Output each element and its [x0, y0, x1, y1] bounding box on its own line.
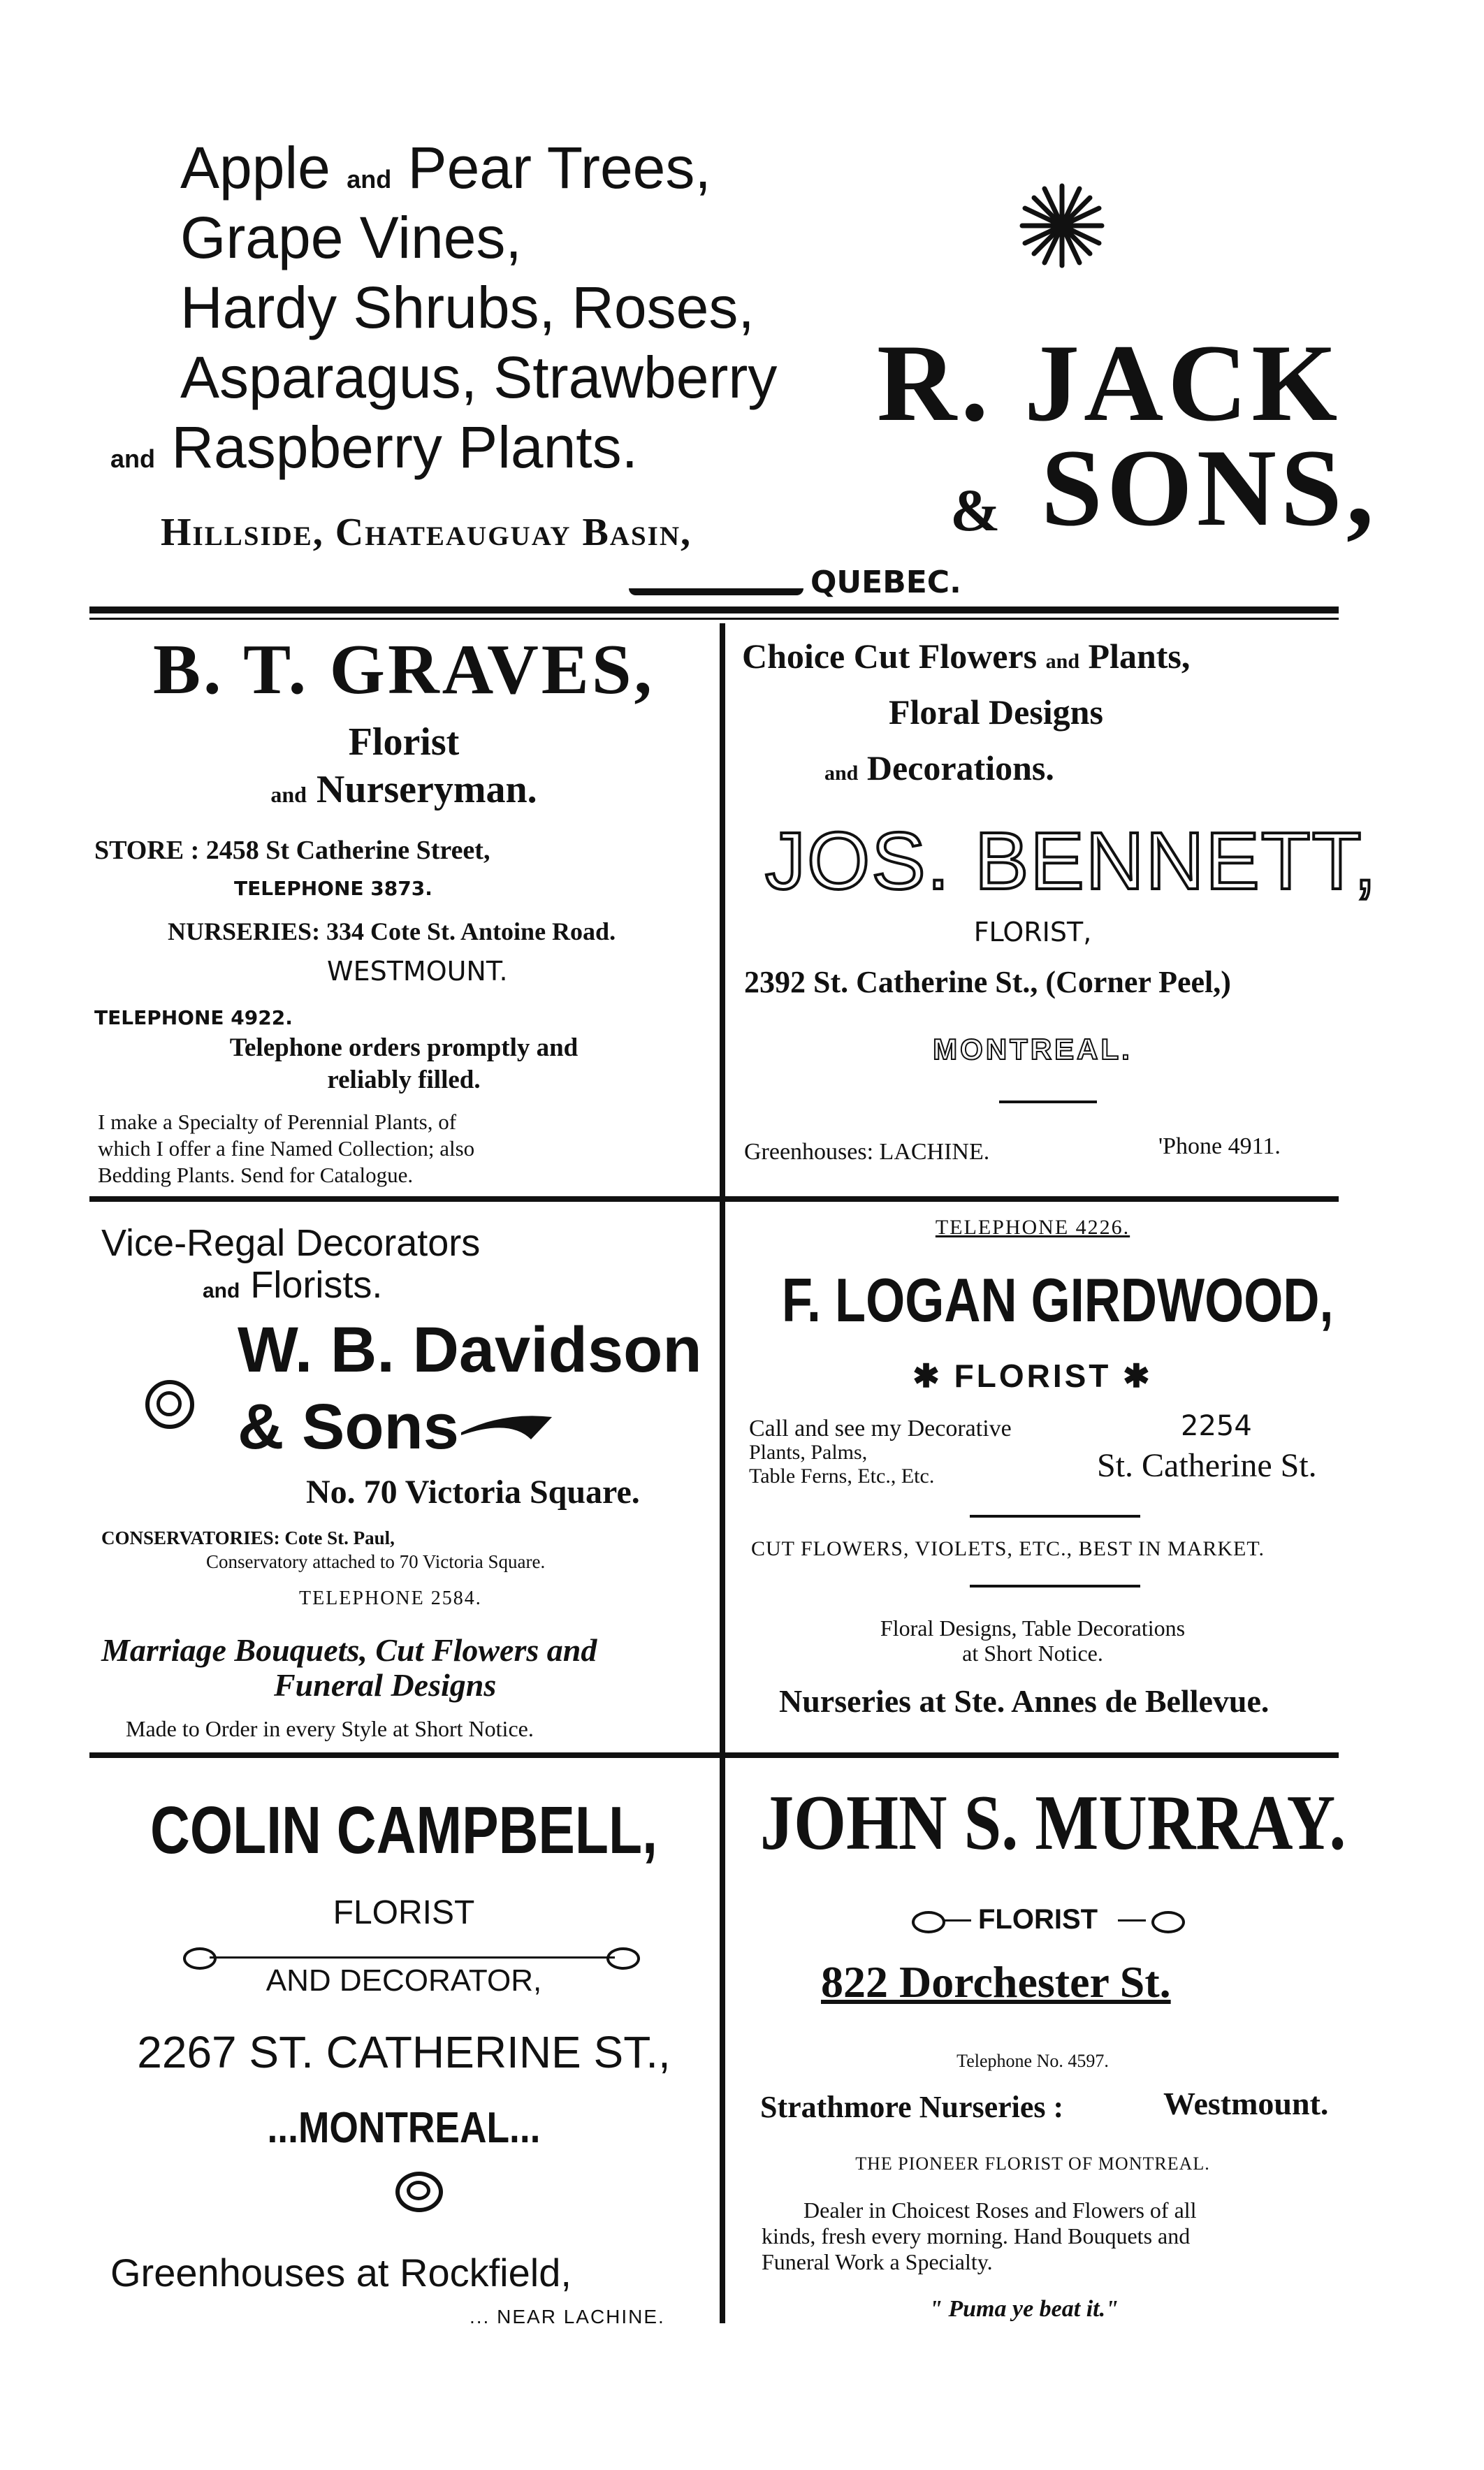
- jack-ampersand: &: [950, 477, 1001, 544]
- jack-name-1: R. JACK: [877, 322, 1342, 444]
- jack-line-3: Hardy Shrubs, Roses,: [180, 275, 755, 340]
- bennett-address: 2392 St. Catherine St., (Corner Peel,): [744, 965, 1231, 999]
- scroll-ornament-left-icon: [912, 1911, 945, 1933]
- jack-province: QUEBEC.: [810, 565, 961, 600]
- graves-spec-1: I make a Specialty of Perennial Plants, of: [98, 1110, 457, 1134]
- jack-flourish-line: [629, 588, 803, 595]
- davidson-line-1: Vice-Regal Decorators: [101, 1222, 481, 1264]
- bennett-city: MONTREAL.: [933, 1033, 1133, 1066]
- arrow-flourish-icon: [461, 1404, 559, 1446]
- jack-line-2: Grape Vines,: [180, 205, 522, 270]
- girdwood-cut: CUT FLOWERS, VIOLETS, ETC., BEST IN MARKET.: [751, 1537, 1265, 1560]
- murray-telephone: Telephone No. 4597.: [956, 2051, 1109, 2071]
- davidson-made: Made to Order in every Style at Short Notice.: [126, 1716, 534, 1741]
- graves-title-1: Florist: [348, 720, 460, 764]
- bennett-line-2: Floral Designs: [889, 692, 1103, 732]
- girdwood-divider-1: [970, 1515, 1140, 1518]
- campbell-address: 2267 ST. CATHERINE ST.,: [137, 2027, 671, 2077]
- murray-dash-left: [943, 1919, 971, 1921]
- spiral-ornament-inner-icon: [157, 1391, 182, 1416]
- middle-rule-1: [89, 1196, 1339, 1202]
- bennett-line1-b: Plants,: [1088, 637, 1191, 676]
- bennett-title: FLORIST,: [973, 917, 1092, 947]
- graves-spec-2: which I offer a fine Named Collection; also: [98, 1136, 475, 1161]
- jack-line1-and: and: [347, 165, 392, 194]
- campbell-near: ... NEAR LACHINE.: [470, 2306, 665, 2327]
- graves-spec-3: Bedding Plants. Send for Catalogue.: [98, 1163, 414, 1187]
- davidson-name-2: & Sons: [238, 1391, 459, 1462]
- girdwood-floral-1: Floral Designs, Table Decorations: [880, 1615, 1186, 1641]
- girdwood-name: F. LOGAN GIRDWOOD,: [781, 1265, 1334, 1335]
- murray-dealer-3: Funeral Work a Specialty.: [762, 2249, 993, 2274]
- campbell-greenhouses: Greenhouses at Rockfield,: [110, 2251, 572, 2295]
- bennett-line1-and: and: [1045, 650, 1080, 673]
- davidson-line2-and: and: [203, 1279, 240, 1302]
- bennett-line-3: [824, 748, 1054, 788]
- davidson-name-1: W. B. Davidson: [238, 1314, 702, 1386]
- jack-name-2: SONS,: [1041, 427, 1378, 549]
- bennett-greenhouses: Greenhouses: LACHINE.: [744, 1139, 990, 1165]
- graves-store-tel: TELEPHONE 3873.: [234, 877, 432, 900]
- jack-line-4: Asparagus, Strawberry: [180, 344, 778, 410]
- campbell-decorator: AND DECORATOR,: [265, 1963, 542, 1998]
- jack-line-1: [180, 134, 711, 202]
- campbell-city: ...MONTREAL...: [267, 2104, 541, 2152]
- davidson-marriage-1: Marriage Bouquets, Cut Flowers and: [101, 1632, 597, 1668]
- murray-title: FLORIST: [978, 1904, 1098, 1935]
- murray-nurseries-place: Westmount.: [1163, 2086, 1329, 2121]
- bennett-name: JOS. BENNETT,: [765, 815, 1378, 906]
- graves-orders-2: reliably filled.: [327, 1066, 481, 1094]
- murray-nurseries-label: Strathmore Nurseries :: [760, 2090, 1064, 2124]
- murray-dash-right: [1118, 1919, 1146, 1921]
- murray-dealer-1: Dealer in Choicest Roses and Flowers of all: [803, 2197, 1197, 2223]
- bennett-line-1: [742, 636, 1190, 676]
- girdwood-divider-2: [970, 1585, 1140, 1588]
- graves-store: STORE : 2458 St Catherine Street,: [94, 836, 490, 865]
- graves-westmount: WESTMOUNT.: [327, 956, 508, 987]
- jack-address: Hillside, Chateauguay Basin,: [161, 511, 692, 554]
- top-rule: [89, 606, 1339, 613]
- davidson-cons-1: CONSERVATORIES: Cote St. Paul,: [101, 1527, 395, 1548]
- center-rule: [720, 623, 725, 2323]
- girdwood-telephone: TELEPHONE 4226.: [935, 1216, 1130, 1239]
- davidson-telephone: TELEPHONE 2584.: [299, 1588, 482, 1609]
- girdwood-street: St. Catherine St.: [1097, 1447, 1317, 1484]
- bennett-line1-a: Choice Cut Flowers: [742, 637, 1038, 676]
- graves-title2: Nurseryman.: [316, 768, 537, 811]
- girdwood-nurseries: Nurseries at Ste. Annes de Bellevue.: [779, 1683, 1270, 1719]
- girdwood-call-1: Call and see my Decorative: [749, 1416, 1012, 1441]
- graves-telephone: TELEPHONE 4922.: [94, 1006, 293, 1029]
- davidson-cons-2: Conservatory attached to 70 Victoria Square.: [206, 1551, 546, 1572]
- girdwood-call-3: Table Ferns, Etc., Etc.: [749, 1465, 935, 1488]
- graves-title-2: [89, 767, 718, 812]
- scroll-ornament-right-icon: [1151, 1911, 1185, 1933]
- top-rule-thin: [89, 618, 1339, 620]
- graves-nurseries: NURSERIES: 334 Cote St. Antoine Road.: [168, 917, 616, 945]
- campbell-name: COLIN CAMPBELL,: [150, 1793, 657, 1868]
- murray-pioneer: THE PIONEER FLORIST OF MONTREAL.: [855, 2153, 1210, 2174]
- murray-motto: " Puma ye beat it.": [929, 2296, 1119, 2322]
- davidson-marriage-2: Funeral Designs: [274, 1667, 497, 1703]
- girdwood-floral-2: at Short Notice.: [962, 1641, 1103, 1666]
- bennett-divider: [999, 1100, 1097, 1103]
- campbell-rule: [210, 1956, 615, 1959]
- murray-name: JOHN S. MURRAY.: [760, 1780, 1346, 1866]
- bennett-line3: Decorations.: [866, 748, 1054, 787]
- jack-line5-and: and: [110, 444, 156, 473]
- bennett-line3-and: and: [824, 762, 859, 785]
- murray-address: 822 Dorchester St.: [821, 1957, 1171, 2007]
- graves-name: B. T. GRAVES,: [152, 630, 655, 709]
- davidson-line-2: [203, 1263, 382, 1307]
- girdwood-call-2: Plants, Palms,: [749, 1441, 868, 1464]
- davidson-line2: Florists.: [250, 1264, 383, 1306]
- middle-rule-2: [89, 1752, 1339, 1758]
- bennett-phone: 'Phone 4911.: [1158, 1133, 1281, 1159]
- asterism-icon: [1017, 180, 1107, 271]
- jack-line1-b: Pear Trees,: [407, 135, 711, 201]
- graves-orders-1: Telephone orders promptly and: [229, 1033, 579, 1062]
- jack-line5: Raspberry Plants.: [171, 414, 638, 480]
- girdwood-number: 2254: [1181, 1410, 1252, 1442]
- spiral-ornament-inner-icon: [407, 2181, 430, 2200]
- davidson-address: No. 70 Victoria Square.: [306, 1474, 640, 1511]
- jack-line-5: [110, 414, 638, 481]
- girdwood-title: ✱ FLORIST ✱: [912, 1358, 1153, 1394]
- graves-title2-and: and: [270, 782, 307, 807]
- jack-line1-a: Apple: [180, 135, 330, 201]
- campbell-title: FLORIST: [333, 1894, 475, 1931]
- murray-dealer-2: kinds, fresh every morning. Hand Bouquets and: [762, 2223, 1191, 2249]
